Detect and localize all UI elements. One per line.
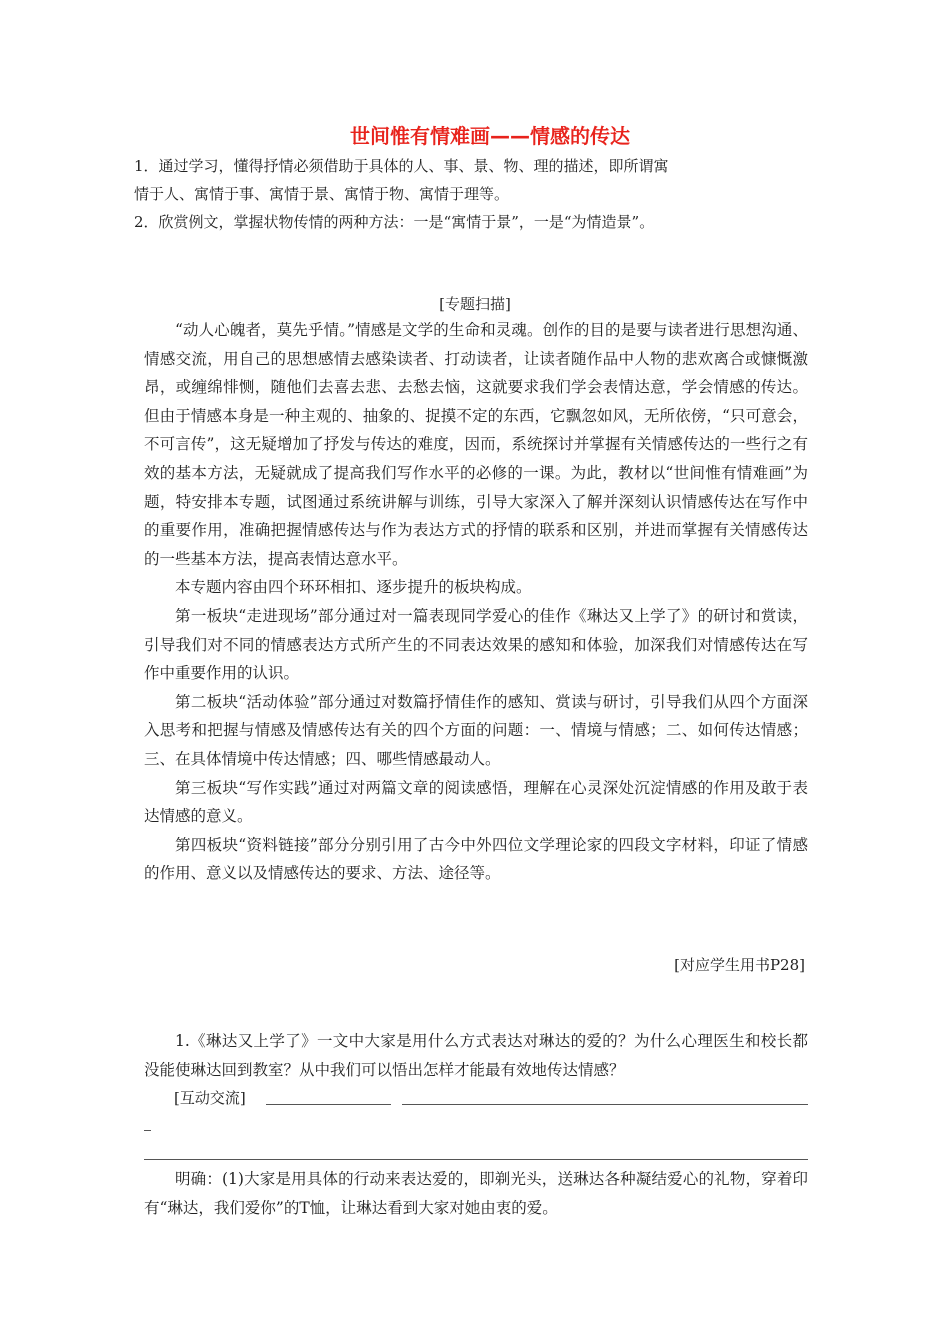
answer-blank-line: [402, 1104, 808, 1105]
body-paragraph: 第四板块“资料链接”部分分别引用了古今中外四位文学理论家的四段文字材料，印证了情感的作用、意义以及情感传达的要求、方法、途径等。: [144, 835, 808, 883]
student-book-reference: [对应学生用书P28]: [674, 956, 805, 974]
interactive-exchange-row: [174, 1086, 808, 1110]
document-title: 世间惟有情难画——情感的传达: [350, 124, 630, 148]
goal-item: 2．欣赏例文，掌握状物传情的两种方法：一是“寓情于景”，一是“为情造景”。: [134, 213, 655, 231]
body-paragraph: 第一板块“走进现场”部分通过对一篇表现同学爱心的佳作《琳达又上学了》的研讨和赏读，引导我们对不同的情感表达方式所产生的不同表达效果的感知和体验，加深我们对情感传达在写作中重要作用的认识。: [144, 606, 808, 683]
body-paragraph: 第三板块“写作实践”通过对两篇文章的阅读感悟，理解在心灵深处沉淀情感的作用及敢于表达情感的意义。: [144, 778, 808, 826]
section-heading-topic-scan: [专题扫描]: [439, 295, 511, 313]
answer-blank-line: [266, 1104, 391, 1105]
answer-blank-line: [144, 1130, 151, 1131]
learning-goals: [134, 152, 674, 236]
exchange-label: [互动交流]: [174, 1089, 246, 1107]
question-text: 1.《琳达又上学了》一文中大家是用什么方式表达对琳达的爱的？为什么心理医生和校长都没能使琳达回到教室？从中我们可以悟出怎样才能最有效地传达情感？: [144, 1032, 808, 1079]
body-paragraph: “动人心魄者，莫先乎情。”情感是文学的生命和灵魂。创作的目的是要与读者进行思想沟通、情感交流，用自己的思想感情去感染读者、打动读者，让读者随作品中人物的悲欢离合或慷慨激昂，或缠绵悱恻，随他们去喜去悲、去愁去恼，这就要求我们学会表情达意，学会情感的传达。但由于情感本身是一种主观的、抽象的、捉摸不定的东西，它飘忽如风，无所依傍，“只可意会，不可言传”，这无疑增加了抒发与传达的难度，因而，系统探讨并掌握有关情感传达的一些行之有效的基本方法，无疑就成了提高我们写作水平的必修的一课。为此，教材以“世间惟有情难画”为题，特安排本专题，试图通过系统讲解与训练，引导大家深入了解并深刻认识情感传达在写作中的重要作用，准确把握情感传达与作为表达方式的抒情的联系和区别，并进而掌握有关情感传达的一些基本方法，提高表情达意水平。: [144, 321, 808, 568]
goal-item: 1．通过学习，懂得抒情必须借助于具体的人、事、景、物、理的描述，即所谓寓情于人、寓情于事、寓情于景、寓情于物、寓情于理等。: [134, 157, 669, 203]
answer-text: 明确：(1)大家是用具体的行动来表达爱的，即剃光头，送琳达各种凝结爱心的礼物，穿着印有“琳达，我们爱你”的T恤，让琳达看到大家对她由衷的爱。: [144, 1170, 808, 1217]
topic-scan-body: [144, 316, 808, 888]
answer-block: [144, 1165, 808, 1222]
question-block: [144, 1027, 808, 1084]
body-paragraph: 本专题内容由四个环环相扣、逐步提升的板块构成。: [175, 578, 532, 597]
body-paragraph: 第二板块“活动体验”部分通过对数篇抒情佳作的感知、赏读与研讨，引导我们从四个方面深入思考和把握与情感及情感传达有关的四个方面的问题：一、情境与情感；二、如何传达情感；三、在具体情境中传达情感；四、哪些情感最动人。: [144, 692, 808, 768]
answer-blank-line: [144, 1159, 808, 1160]
